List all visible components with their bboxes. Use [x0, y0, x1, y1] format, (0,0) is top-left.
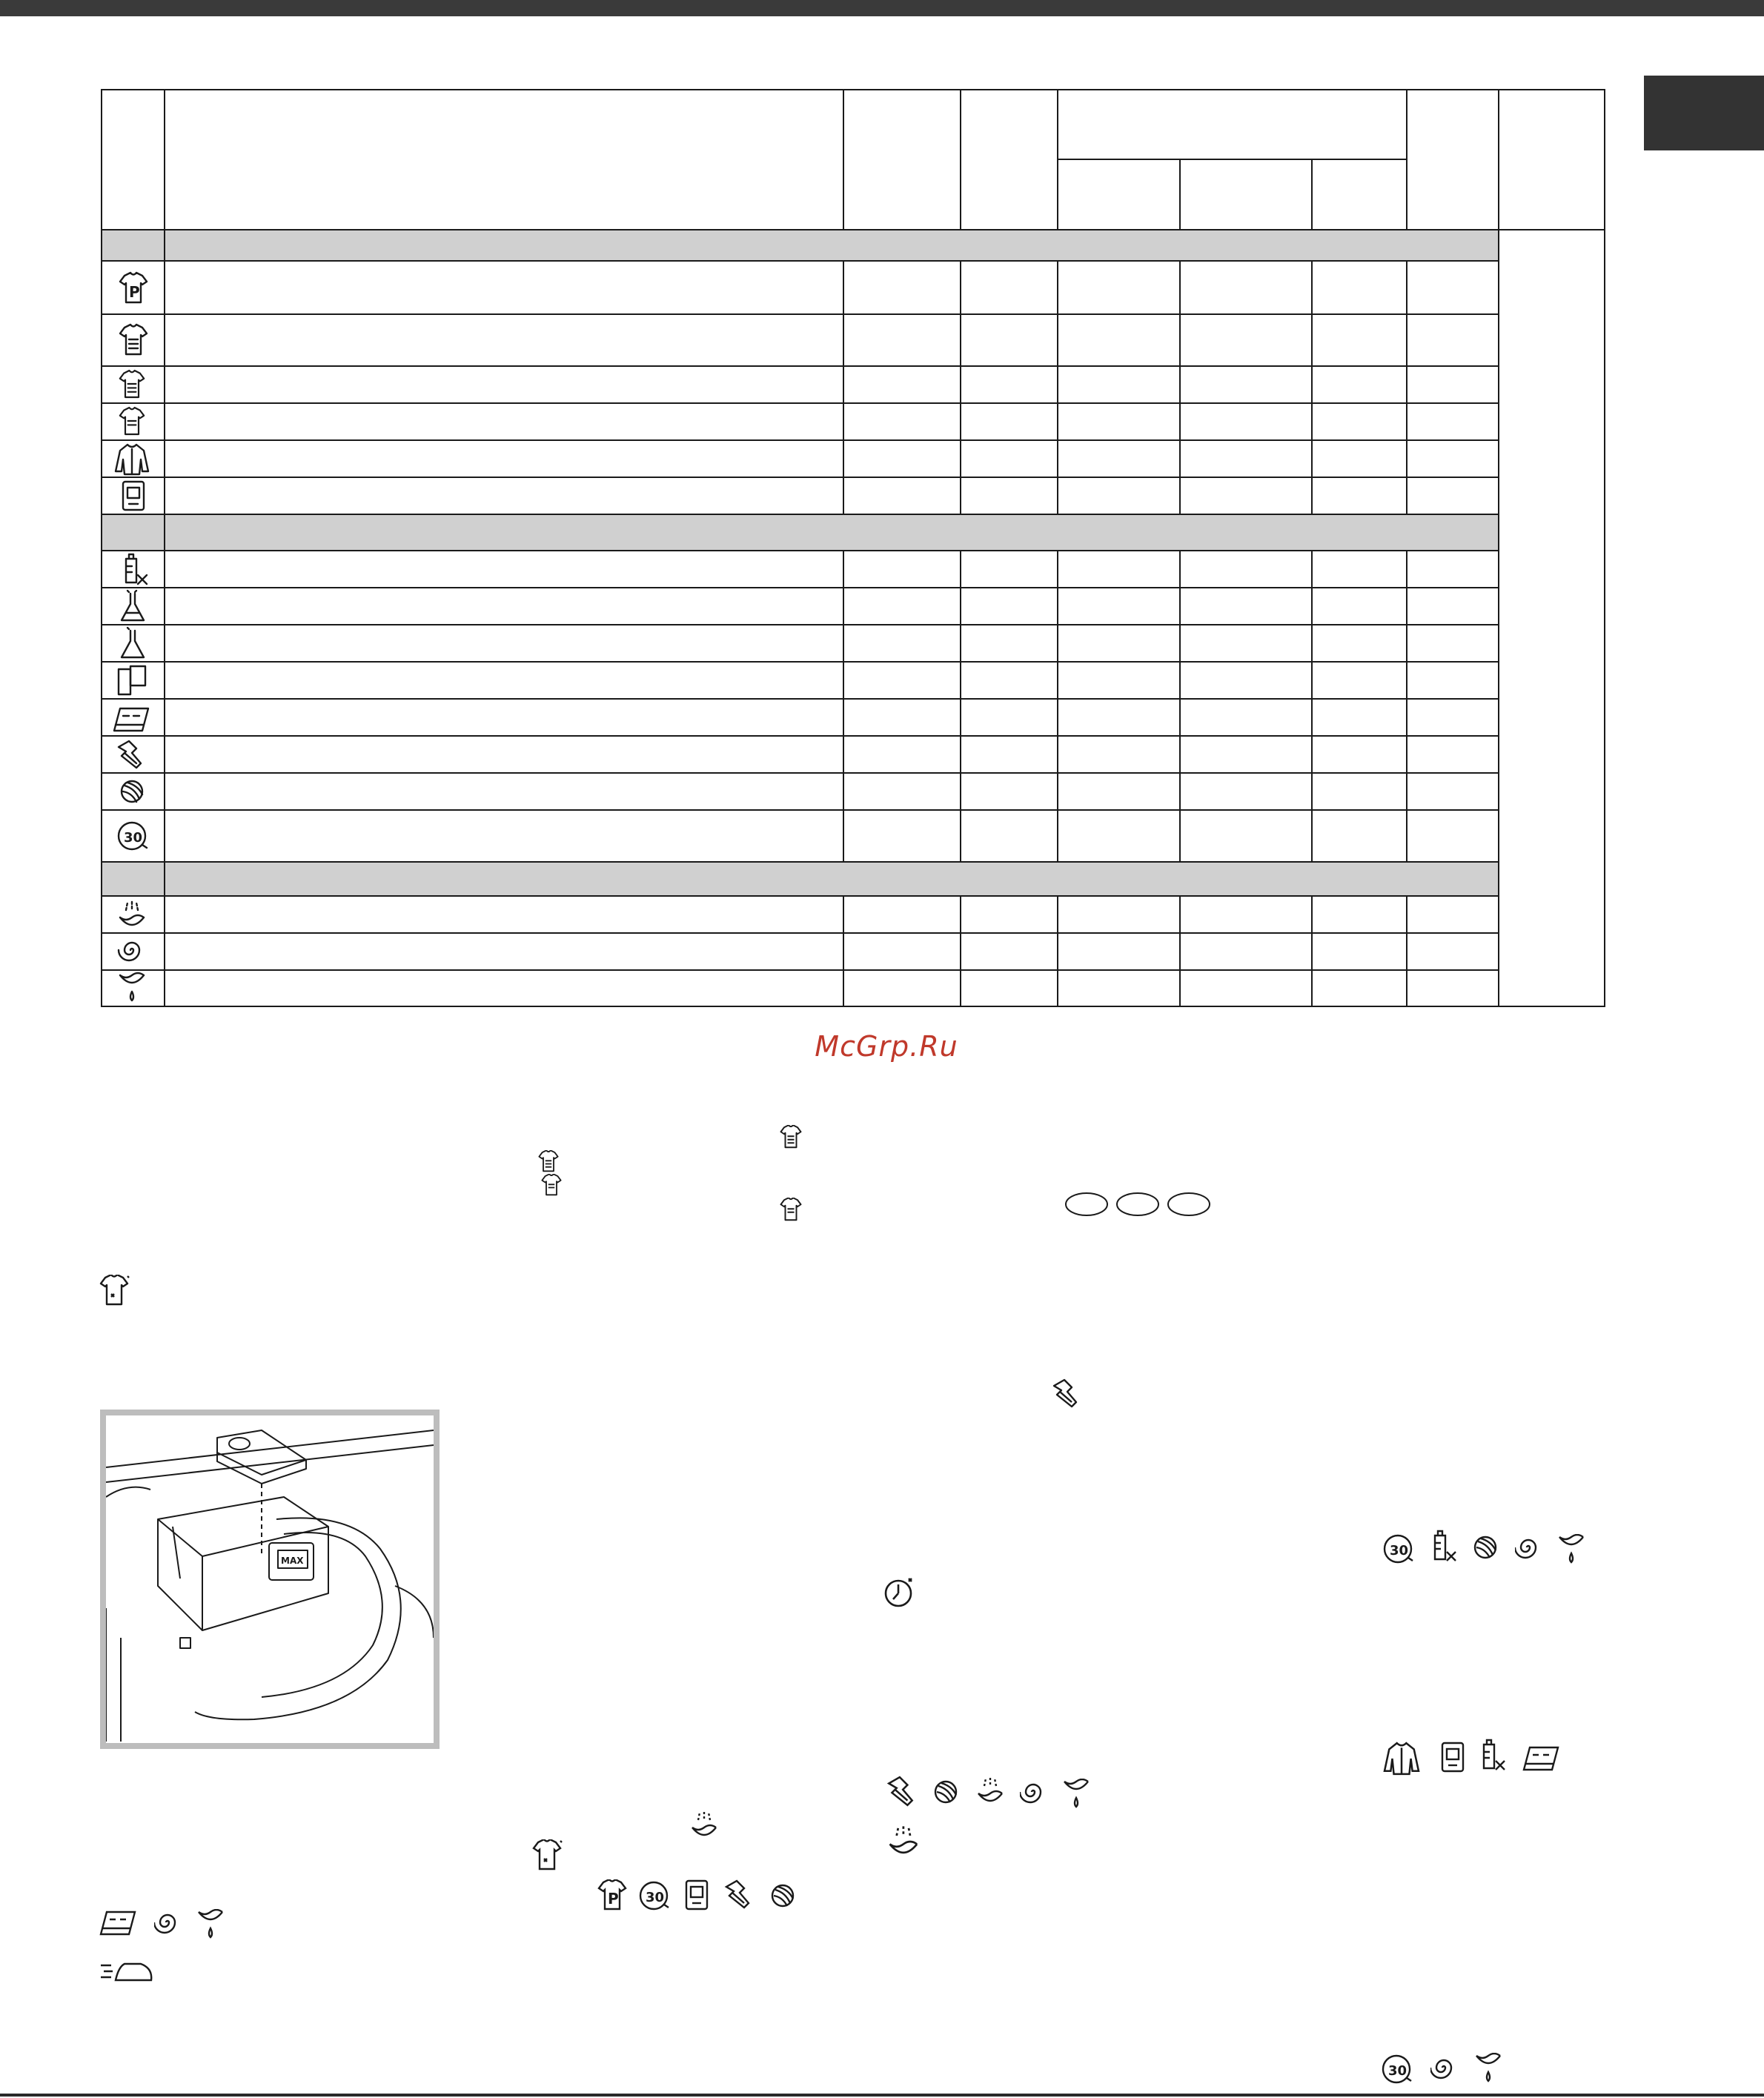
shirt-icon	[538, 1150, 559, 1172]
baby-bottle-icon	[1430, 1530, 1459, 1564]
spin-icon	[154, 1909, 182, 1937]
drain-icon	[1061, 1779, 1092, 1811]
watermark: McGrp.Ru	[815, 1030, 958, 1063]
svg-text:30: 30	[646, 1890, 665, 1905]
wool-icon	[769, 1882, 798, 1911]
svg-text:30: 30	[1388, 2063, 1407, 2079]
wool-icon	[932, 1779, 961, 1807]
iron-icon	[99, 1958, 156, 1985]
shirt-icon	[780, 1125, 802, 1149]
baby-bottle-icon	[1479, 1739, 1508, 1773]
svg-text:P: P	[608, 1890, 619, 1908]
timer-icon	[883, 1574, 916, 1610]
detergent-box-icon	[123, 482, 144, 510]
wool-icon	[122, 781, 142, 802]
towel-icon	[119, 666, 145, 694]
spin-icon	[1430, 2054, 1459, 2082]
section-band	[102, 862, 1499, 896]
indicator-lights	[1064, 1192, 1213, 1217]
section-band	[102, 230, 1499, 261]
p-shirt-icon	[120, 273, 147, 302]
mix30-icon	[119, 823, 147, 849]
drain-icon	[1556, 1534, 1588, 1567]
detergent-drawer-figure	[100, 1410, 440, 1749]
blanket-icon	[114, 708, 148, 731]
detergent-box-icon	[685, 1879, 710, 1912]
spin-icon	[119, 943, 139, 960]
baby-bottle-icon	[126, 554, 147, 584]
flask-icon	[122, 591, 144, 620]
shirt-icon	[120, 408, 144, 434]
rinse-icon	[120, 900, 144, 925]
rinse-icon	[689, 1808, 720, 1842]
shirt-icon	[541, 1174, 562, 1196]
mix30-icon	[1382, 1531, 1416, 1567]
detergent-box-icon	[1441, 1742, 1466, 1774]
section-band	[102, 514, 1499, 551]
silk-icon	[1051, 1378, 1081, 1410]
shirt-icon	[120, 371, 144, 397]
programs-table	[0, 0, 1764, 1038]
drain-icon	[120, 973, 144, 1000]
drain-icon	[196, 1909, 227, 1942]
jacket-icon	[1382, 1742, 1422, 1776]
blanket-icon	[1522, 1745, 1561, 1774]
spin-icon	[1515, 1534, 1543, 1562]
rinse-icon	[975, 1774, 1007, 1808]
wool-icon	[1472, 1534, 1500, 1562]
silk-icon	[723, 1879, 753, 1911]
stain-shirt-icon	[532, 1839, 565, 1872]
p-shirt-icon	[597, 1879, 627, 1911]
rinse-icon	[886, 1822, 922, 1862]
silk-icon	[886, 1776, 916, 1808]
blanket-icon	[99, 1909, 138, 1939]
svg-text:MAX: MAX	[281, 1556, 304, 1566]
shirt-icon	[780, 1198, 802, 1221]
silk-icon	[119, 741, 141, 768]
svg-text:30: 30	[124, 830, 143, 846]
svg-text:30: 30	[1390, 1543, 1409, 1558]
shirt-icon	[120, 325, 147, 354]
svg-text:P: P	[129, 283, 140, 301]
jacket-icon	[116, 445, 148, 474]
flask-icon	[122, 628, 144, 657]
detergent-drawer-illustration	[106, 1415, 434, 1743]
mix30-icon	[637, 1878, 672, 1913]
spin-icon	[1020, 1779, 1048, 1807]
mix30-icon	[1380, 2051, 1414, 2087]
bottom-rule	[0, 2094, 1764, 2097]
drain-icon	[1473, 2053, 1505, 2085]
stain-shirt-icon	[99, 1275, 132, 1307]
